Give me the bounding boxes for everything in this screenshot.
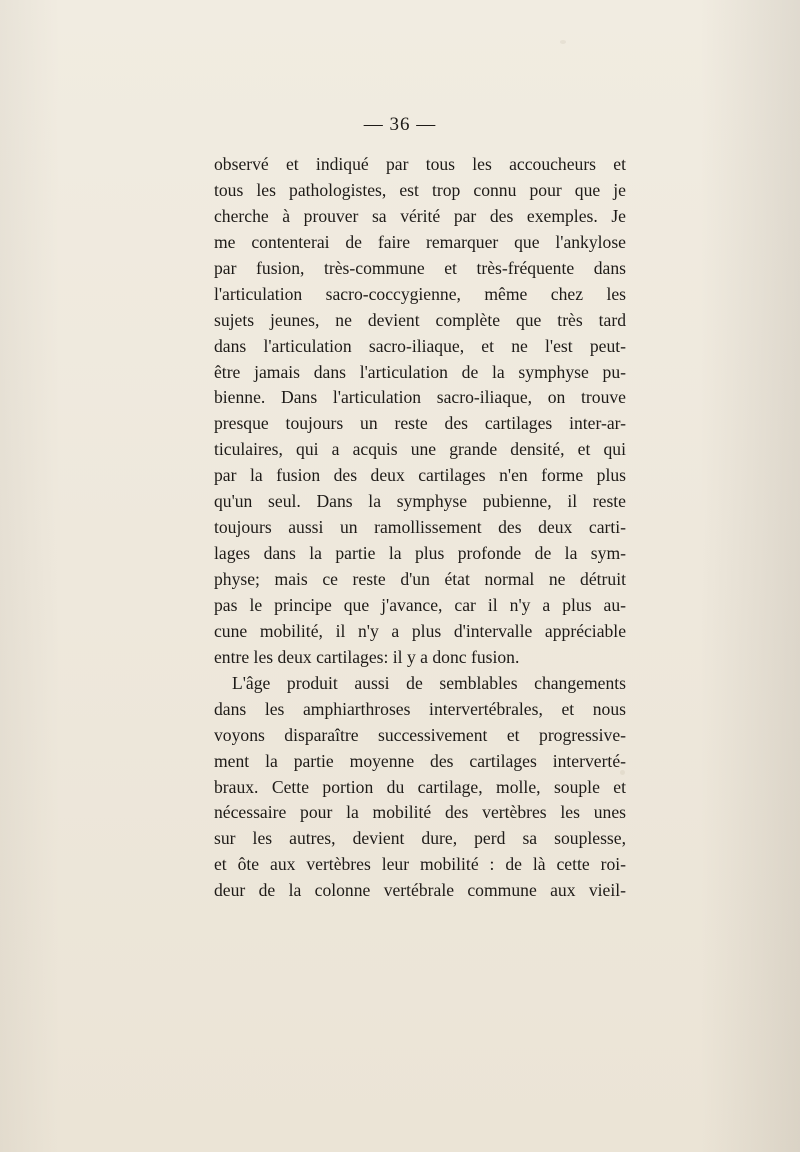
- text-line: L'âge produit aussi de semblables changements: [232, 672, 626, 693]
- text-line: deur de la colonne vertébrale commune aux vieil-: [214, 880, 626, 901]
- text-line: par la fusion des deux cartilages n'en forme plus: [214, 465, 626, 486]
- text-line: physe; mais ce reste d'un état normal ne détruit: [214, 569, 626, 589]
- text-line: tous les pathologistes, est trop connu pour que je: [214, 179, 626, 200]
- text-line: presque toujours un reste des cartilages inter-ar-: [214, 413, 626, 434]
- text-line: et ôte aux vertèbres leur mobilité : de là cette roi-: [214, 854, 626, 875]
- text-line: nécessaire pour la mobilité des vertèbres les unes: [214, 802, 626, 823]
- paragraph: [214, 152, 626, 671]
- text-line: dans les amphiarthroses intervertébrales, et nous: [214, 698, 626, 719]
- text-line: braux. Cette portion du cartilage, molle, souple et: [214, 776, 626, 797]
- text-line: par fusion, très-commune et très-fréquente dans: [214, 257, 626, 278]
- text-line: dans l'articulation sacro-iliaque, et ne l'est peut-: [214, 335, 626, 356]
- text-line: l'articulation sacro-coccygienne, même chez les: [214, 283, 626, 304]
- text-line: entre les deux cartilages: il y a donc fusion.: [214, 646, 520, 667]
- text-line: sujets jeunes, ne devient complète que très tard: [214, 309, 626, 330]
- body-text: [214, 152, 626, 904]
- text-line: bienne. Dans l'articulation sacro-iliaque, on trouve: [214, 387, 626, 408]
- text-line: ment la partie moyenne des cartilages interverté-: [214, 750, 626, 771]
- text-line: me contenterai de faire remarquer que l'ankylose: [214, 231, 626, 252]
- text-line: cherche à prouver sa vérité par des exemples. Je: [214, 205, 626, 226]
- text-line: ticulaires, qui a acquis une grande densité, et qui: [214, 439, 626, 460]
- paragraph: [214, 671, 626, 904]
- text-line: pas le principe que j'avance, car il n'y a plus au-: [214, 594, 626, 615]
- text-line: lages dans la partie la plus profonde de la sym-: [214, 543, 626, 564]
- text-line: cune mobilité, il n'y a plus d'intervalle appréciable: [214, 620, 626, 641]
- text-line: être jamais dans l'articulation de la symphyse pu-: [214, 361, 626, 382]
- paper-speck: [560, 40, 566, 44]
- text-line: sur les autres, devient dure, perd sa souplesse,: [214, 828, 626, 849]
- text-line: qu'un seul. Dans la symphyse pubienne, il reste: [214, 491, 626, 512]
- text-line: toujours aussi un ramollissement des deux carti-: [214, 517, 626, 538]
- page-number: — 36 —: [363, 114, 437, 135]
- text-line: voyons disparaître successivement et progressive-: [214, 724, 626, 745]
- text-line: observé et indiqué par tous les accoucheurs et: [214, 154, 626, 174]
